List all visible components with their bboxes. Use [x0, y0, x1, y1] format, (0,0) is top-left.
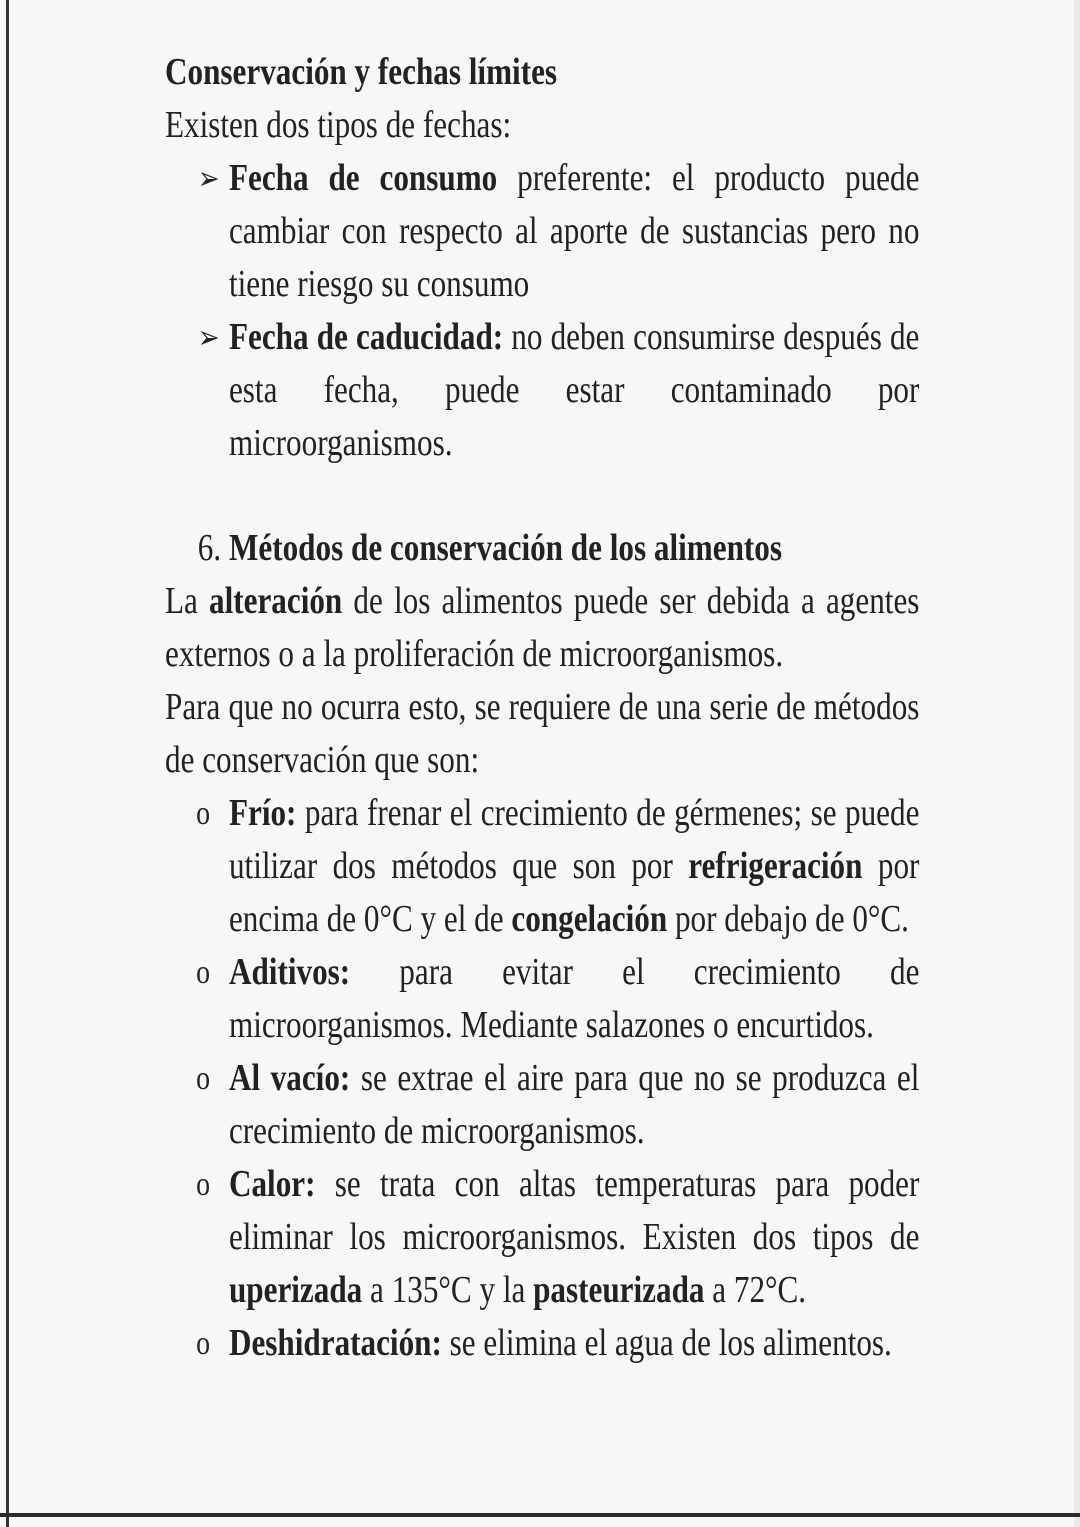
page-edge-left [6, 0, 9, 1527]
date-item-caducidad [165, 311, 919, 470]
method-text: se extrae el aire para que no se produzca el crecimiento de microorganismos. [228, 1057, 920, 1152]
term-deshidratacion: Deshidratación: [228, 1322, 442, 1364]
term-frio: Frío: [228, 792, 297, 834]
paragraph-metodos: Para que no ocurra esto, se requiere de una serie de métodos de conservación que son: [165, 686, 920, 781]
method-text: para frenar el crecimiento de gérmenes; se puede utilizar dos métodos que son por [228, 792, 920, 887]
term-congelacion: congelación [511, 898, 668, 940]
term-alteracion: alteración [209, 580, 343, 622]
method-text: por debajo de 0°C. [667, 898, 909, 940]
arrow-bullet-icon: ➢ [197, 319, 220, 355]
term-fecha-caducidad: Fecha de caducidad: [228, 316, 504, 358]
method-text: se elimina el agua de los alimentos. [441, 1322, 892, 1364]
date-item-consumo [165, 152, 919, 311]
method-frio [165, 787, 919, 946]
heading-conservation: Conservación y fechas límites [165, 51, 558, 93]
term-pasteurizada: pasteurizada [533, 1269, 705, 1311]
date-item-text: no deben consumirse después de esta fecha, puede estar contaminado por microorganismos. [228, 316, 920, 464]
section-title: Métodos de conservación de los alimentos [228, 527, 783, 569]
term-aditivos: Aditivos: [228, 951, 351, 993]
method-text: a 72°C. [704, 1269, 807, 1311]
circle-bullet-icon: o [196, 1166, 211, 1203]
section-number: 6. [197, 527, 229, 569]
section-heading [165, 522, 919, 575]
method-text: para evitar el crecimiento de microorganismos. Mediante salazones o encurtidos. [228, 951, 920, 1046]
para-text: de los alimentos puede ser debida a agentes externos o a la proliferación de microorganismos. [165, 580, 920, 675]
page-edge-bottom [0, 1513, 1080, 1517]
method-deshidratacion [165, 1317, 919, 1370]
arrow-bullet-icon: ➢ [197, 160, 220, 196]
method-calor [165, 1158, 919, 1317]
method-text: a 135°C y la [362, 1269, 534, 1311]
paragraph-alteracion [165, 575, 919, 681]
term-refrigeracion: refrigeración [688, 845, 863, 887]
intro-text: Existen dos tipos de fechas: [165, 104, 512, 146]
method-text: se trata con altas temperaturas para poder eliminar los microorganismos. Existen dos tipos de [228, 1163, 920, 1258]
term-al-vacio: Al vacío: [228, 1057, 351, 1099]
page-edge-right [1074, 0, 1080, 1527]
date-item-text: preferente: el producto puede cambiar con respecto al aporte de sustancias pero no tiene riesgo su consumo [228, 157, 920, 305]
method-aditivos [165, 946, 919, 1052]
term-calor: Calor: [228, 1163, 316, 1205]
circle-bullet-icon: o [196, 1060, 211, 1097]
method-text: por encima de 0°C y el de [228, 845, 920, 940]
term-uperizada: uperizada [228, 1269, 363, 1311]
circle-bullet-icon: o [196, 954, 211, 991]
method-vacio [165, 1052, 919, 1158]
circle-bullet-icon: o [196, 1325, 211, 1362]
document-body [165, 46, 919, 1370]
para-text: La [165, 580, 210, 622]
term-fecha-consumo: Fecha de consumo [228, 157, 498, 199]
circle-bullet-icon: o [196, 795, 211, 832]
